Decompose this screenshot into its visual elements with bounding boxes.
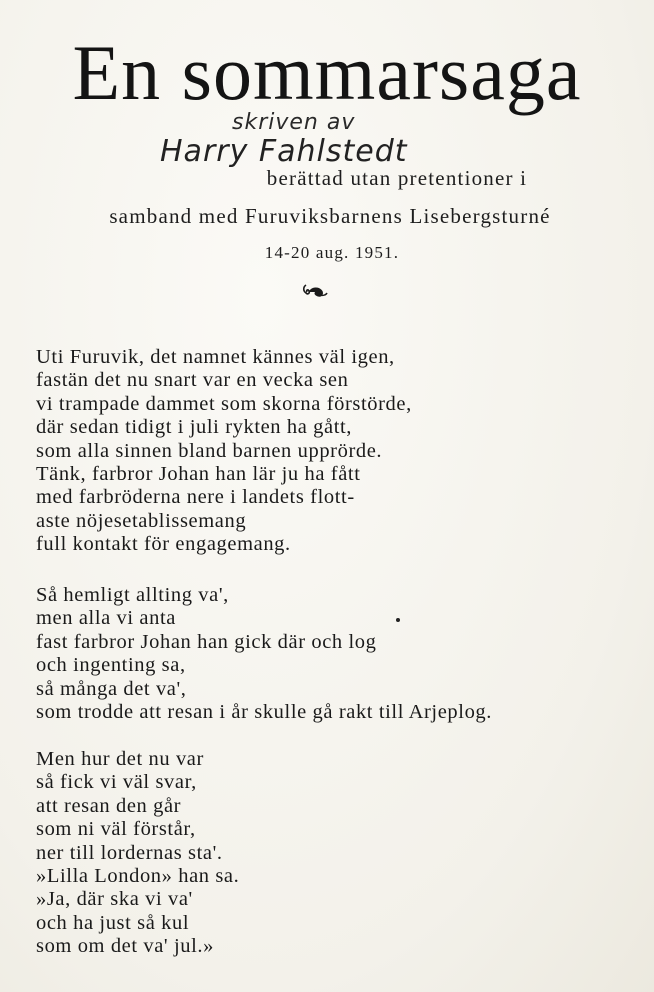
poem-line: att resan den går bbox=[36, 794, 182, 817]
poem-line: vi trampade dammet som skorna förstörde, bbox=[36, 392, 412, 415]
poem-line: som ni väl förstår, bbox=[36, 818, 196, 841]
document-title: En sommarsaga bbox=[72, 29, 582, 116]
poem-line: med farbröderna nere i landets flott- bbox=[36, 486, 355, 509]
poem-line: Så hemligt allting va', bbox=[36, 584, 229, 606]
poem-line: »Lilla London» han sa. bbox=[36, 865, 240, 888]
poem-line: så många det va', bbox=[36, 677, 187, 700]
handwritten-author-credit: skriven av bbox=[232, 110, 356, 135]
poem-line: full kontakt för engagemang. bbox=[36, 533, 291, 556]
poem-stanza-3 bbox=[36, 748, 239, 959]
poem-line: ner till lordernas sta'. bbox=[36, 841, 223, 864]
poem-line: fast farbror Johan han gick där och log bbox=[36, 630, 377, 653]
subtitle-line-2: samband med Furuviksbarnens Lisebergsturné bbox=[109, 204, 551, 228]
poem-line: och ingenting sa, bbox=[36, 654, 186, 677]
subtitle-line-1: berättad utan pretentioner i bbox=[266, 166, 528, 190]
poem-line: där sedan tidigt i juli rykten ha gått, bbox=[36, 416, 353, 439]
poem-line: Uti Furuvik, det namnet kännes väl igen, bbox=[36, 346, 395, 368]
fleuron-icon bbox=[300, 281, 330, 301]
handwritten-author-name: Harry Fahlstedt bbox=[160, 134, 408, 169]
poem-line: »Ja, där ska vi va' bbox=[36, 888, 193, 911]
poem-line: och ha just så kul bbox=[36, 911, 190, 934]
poem-stanza-2 bbox=[36, 584, 492, 724]
poem-line: men alla vi anta bbox=[36, 607, 176, 630]
poem-line: som trodde att resan i år skulle gå rakt till Arjeplog. bbox=[36, 701, 492, 724]
poem-line: Men hur det nu var bbox=[36, 748, 204, 770]
poem-line: som alla sinnen bland barnen upprörde. bbox=[36, 439, 383, 462]
poem-line: som om det va' jul.» bbox=[36, 935, 214, 958]
poem-line: fastän det nu snart var en vecka sen bbox=[36, 369, 349, 392]
ink-speck bbox=[396, 618, 400, 622]
poem-line: så fick vi väl svar, bbox=[36, 771, 197, 794]
document-date: 14-20 aug. 1951. bbox=[264, 243, 400, 262]
poem-line: Tänk, farbror Johan han lär ju ha fått bbox=[36, 463, 361, 486]
poem-stanza-1 bbox=[36, 346, 412, 557]
poem-line: aste nöjesetablissemang bbox=[36, 509, 247, 532]
